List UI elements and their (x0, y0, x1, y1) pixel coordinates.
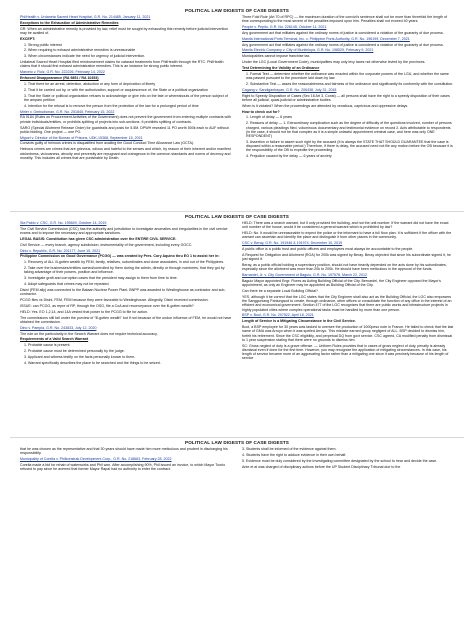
case-citation: Marcelo v. Ruiz, G.R. No. 222226, February 14, 2022 (20, 70, 105, 75)
paragraph: 2. That it be carried out by, or with the authorization, support or acquiescence of, the State or a political organization (24, 87, 208, 92)
section-heading: Test Determining the Validity of an Ordinance (242, 66, 320, 70)
paragraph: SC: Gross neglect of duty is a grave offense. — Uniform Rules provides that in cases of gross neglect of duty, penalty is already dismissal even if done for the first time. However, you may recognize the application of mitigating circumstances. In this case, his length of service became more of an aggravating factor rather than a mitigating one since it was precisely because of his length of service (242, 343, 449, 361)
paragraph: The Civil Service Commission (CSC) has the authority and jurisdiction to investigate anomalies and irregularities in the civil service exams and to impose the necessary and appropriate sanctions. (20, 226, 228, 236)
paragraph: LEGAL BASIS: Constitution has given CSC administration over the ENTIRE CIVIL SERVICE. (20, 236, 177, 241)
page-divider (10, 211, 464, 212)
paragraph: PCGG files vs Disini, FEM, FEM because they were favorable to Westinghouse. Allegedly, Disini received commission. (20, 298, 209, 303)
paragraph: Any government act that militates against the ordinary norms of justice is considered a violation of the guaranty of due process. (242, 30, 444, 35)
paragraph: A Request for Obligation and Allotment (ROA) for 200k was signed by Beray. Beray objected that since his subordinate signed it, he just signed it. (242, 252, 451, 262)
paragraph: Under the LGC (Local Government Code), municipalities may only levy taxes not otherwise levied by the provinces. (242, 60, 426, 65)
paragraph: 1. Formal Test — determine whether the ordinance was enacted within the corporate powers of the LGU, and whether the same was passed pursuant to the procedure laid down by law. (246, 71, 449, 81)
paragraph: Ante et al was charged of disciplinary actions before the UP Student Disciplinary Tribunal due to the (242, 464, 401, 469)
paragraph: Civil Service — every branch, agency subdivision, instrumentality of the government, including every GOCC. (20, 242, 193, 247)
paragraph: GR: When an administrative remedy is provided by law, relief must be sought by exhausting this remedy before judicial intervention may be availed of. (20, 26, 229, 35)
paragraph: Philippine Commission on Good Governance (PCGG) — was created by Pres. Cory Aquino thru EO 1 to assist her in: (20, 254, 220, 259)
paragraph: YES, although it be correct that the LGC states that the City Engineer shall also act as the Building Official, the LGC also empowers the Sangguniang Panlungsod to create, through ordinance, other offices or consolidate the function of any office in the interest of an efficient and economical government. Section 477 of the LGC recognizes that there are public works and infrastructure projects in highly populated cities where complex operational tasks must be handled by more than one person. (242, 294, 452, 312)
paragraph: Disini (FEM ally) was connected to the Bataan Nuclear Power Plant. BNPP was awarded to Westinghouse as contractor and sub-contractor. (20, 287, 226, 297)
paragraph: 3. Applicant and witness testify on the facts personally known to them. (24, 354, 136, 359)
paragraph: When is it violated? When the proceedings are attended by vexatious, capricious and oppressive delays. (242, 103, 409, 108)
paragraph: Unilateral Sacred Heart Hospital filed reimbursement claims for cataract treatments from PhilHealth through the RTC. PhilHealth claims that it should first exhaust administrative remedies. This is an instance for strong public interest. (20, 60, 224, 69)
page-title: POLITICAL LAW DIGESTS OF CASE DIGESTS (185, 8, 289, 13)
paragraph: 2. Probable cause must be determined personally by the judge. (24, 349, 125, 354)
section-heading: Exceptions to the Exhaustion of Administrative Remedies (20, 20, 119, 25)
paragraph: 3. Investigate graft and corruption cases that the president may assign to them from time to time. (24, 276, 178, 281)
paragraph: EXCEPT: (20, 36, 36, 41)
paragraph: Municipalities cannot impose franchise tax. (242, 54, 311, 59)
paragraph: 2. Take over the businesses/entities owned/controlled by them during the admin, directly or through nominees, that they got by taking advantage of their powers, position and influence. (24, 266, 225, 275)
paragraph: HELD: Yes. EO 1,2,14, and 14A vested that power to the PCGG to file for action. (20, 309, 149, 314)
paragraph: 2. When requiring to exhaust administrative remedies is unreasonable (24, 48, 136, 53)
case-citation: Mirler v. Ombudsman, G.R. No. 251845, February 15, 2022 (20, 109, 115, 114)
case-citation: People v. Pepito, G.R. No. 226145, October 11, 2021 (242, 25, 327, 30)
paragraph: RA 9184 (Rules on Procurement Activities of the Government) does not prevent the government from entering multiple contracts with private individuals/entities, or prohibits splitting of projects into sub-sections. It prohibits splitting of contracts. (20, 115, 231, 124)
paragraph: that he was chosen as the representative and that 30 years should have made him more meticulous and prudent in discharging his responsibility. (20, 447, 228, 456)
case-citation: Dinio v. Republic, G.R. No. 201177, June 15, 2021 (20, 248, 101, 253)
paragraph: Three Fold Rule (Art 70 of RPC) — the maximum duration of the convict's sentence shall not be more than threefold the length of time corresponding to the most severe of the penalties imposed upon him. Penalties shall not exceed 40 years. (242, 15, 448, 24)
paragraph: Baguio Mayor appointed Engr. Flores as Acting Building Official of the City. Bernardel, the City Engineer opposed the Mayor's appointment, as only an Engineer may be appointed as Building Official of the City. (242, 278, 441, 288)
paragraph: Length of Service is a Mitigating Circumstance in the Civil Service. (242, 319, 356, 324)
right-column (242, 447, 454, 473)
page-divider (10, 437, 464, 438)
paragraph: ISSUE: can PCGG, as repre of RP, through the OSG, file a CoA and reconveyance over the ill-gotten wealth? (20, 303, 194, 308)
paragraph: 3. Assertion or failure to assert such right by the accused (It is always the STATE THAT SHOULD GUARANTEE that the case is disposed within a reasonable period.) Therefore, if there is delay, the accused need not file any motion before the OB because it is the responsibility of the OB to expedite the proceeding. (246, 139, 453, 153)
paragraph: 1. Recovery of ALL ill-gotten wealth by FEM, family, relatives, subordinates and close associates, in and out of the Philippines. (24, 260, 225, 265)
paragraph: 3. When circumstances indicate the need for urgency of judicial intervention. (24, 54, 146, 59)
paragraph: The rule on the particularity in the Search Warrant does not require technical accuracy. (20, 331, 158, 336)
paragraph: The commissions still fall under the purview of "ill-gotten wealth" but if not because of the undue influence of FEM, he would not have obtained the commission. (20, 315, 232, 324)
paragraph: 4. Warrant specifically describes the place to be searched and the things to be seized. (24, 360, 161, 365)
paragraph: 4. Intention for the refusal is to remove the person from the protection of the law for a prolonged period of time (24, 103, 199, 108)
left-column (20, 221, 232, 367)
paragraph: HELD: There was a search warrant, but it only provided the building, and not the unit number. If the warrant did not have the exact unit number of the house, would it be considered a general warrant which is prohibited by law? (242, 221, 449, 230)
section-heading: Requirements of a Valid Search Warrant (20, 337, 89, 342)
paragraph: Bool, a BSP employee for 30 years was tasked to oversee the production of 1000peso note in France. He failed to check that the last name of GMA was Arroyo when it was spelled Arroyo. This mistake earned group negligent of ALL. BSP decided to dismiss him, forfeit his retirement. Since the CSC eligibility, and perpetual DQ from govt service. CSC agreed, CA modified penalty from dismissal to 1 year suspension stating that there were no grounds to dismiss him. (242, 325, 454, 342)
paragraph: 1. Strong public interest (24, 42, 62, 47)
case-citation: Barnardel, Jr. v. City Government of Baguio, G.R. No. 197578, March 22, 2012 (242, 273, 367, 278)
case-citation: Municipality of Corella v. Philkonstrak Development Corp., G.R. No. 218663, February 28, 2022 (20, 457, 172, 462)
paragraph: 1. That there be an arrest, detention, abduction or any form of deprivation of liberty (24, 81, 156, 86)
right-column (242, 15, 454, 162)
case-citation: Sta Pablo v. CSC, G.R. No. 195849, October 14, 2019 (20, 221, 107, 225)
paragraph: How to check out for? (242, 109, 280, 114)
paragraph: 3. Students shall be informed of the evidence against them. (242, 447, 337, 451)
paragraph: 4. Prejudice caused by the delay — 6 years of anxiety (246, 154, 332, 159)
case-citation: Manila International Ports Terminal, Inc. v. Philippine Ports Authority, G.R. No. 196199, December 7, 2021 (242, 36, 410, 41)
case-citation: PhilHealth v. Urdaneta Sacred Heart Hospital, G.R. No. 214485, January 11, 2021 (20, 15, 151, 19)
document-page-2 (20, 214, 454, 436)
paragraph: 4. Students have the right to adduce evidence in their own behalf. (242, 452, 347, 457)
document-page-1 (20, 8, 454, 210)
case-citation: Manila Electric Company v. City of Muntinlupa, G.R. No. 198529, February 9, 2021 (242, 48, 374, 53)
paragraph: A public office is a public trust and public officers and employees must always be accountable to the people. (242, 247, 414, 252)
paragraph: 1. Length of delay — 6 years (246, 115, 292, 120)
case-citation: Cagang v. Sandiganbayan, G.R. No. 206438, July 31, 2018 (242, 87, 337, 92)
paragraph: Heinous crimes are crimes that are grievous, odious and hateful to the senses and which, by reason of their inherent and/or manifest wickedness, viciousness, atrocity and perversity are repugnant and outrageous to the common standards and norms of decency and morality. This includes all crimes that are punishable by Death. (20, 147, 231, 160)
case-citation: CSC v. Beray, G.R. No. 191946 & 191974, December 10, 2019 (242, 241, 343, 246)
paragraph: HELD: No. It would be unreasonable to expect the police or the informant to have a full floor plan. It is sufficient if the officer with the warrant can ascertain and identify the place and distinguish it from other places in the community. (242, 231, 452, 240)
section-heading: Enforced Disappearance (RA 9851 / RA 10353) (20, 76, 99, 81)
document-page-3 (20, 440, 454, 630)
right-column (242, 221, 454, 367)
page-title: POLITICAL LAW DIGESTS OF CASE DIGESTS (185, 214, 289, 219)
case-citation: Miguel v. Director of the Bureau of Prisons, UDK-15368, September 15, 2021 (20, 135, 143, 140)
paragraph: 3. That the State or political organization refuses to acknowledge or give info on the fate or whereabouts of the person subject of the amparo petition (24, 93, 228, 102)
case-citation: BSP v. Bool, G.R. No. 207522, April 18, 2021 (242, 313, 314, 318)
paragraph: 2. Reasons of delay — 1. Extraordinary complication such as the degree of difficulty of the questions involved, number of persons charged, various pleadings filed, voluminous documentary and testimonial evidence on record 2. Acts attributable to respondents (in the case, it should not be that complex as it is a simple unlawful appointment criminal case, and here was only ONE RESPONDENT) (246, 121, 452, 138)
page-title: POLITICAL LAW DIGESTS OF CASE DIGESTS (185, 440, 289, 445)
paragraph: 4. Adopt safeguards that crimes may not be repeated. (24, 282, 110, 287)
paragraph: Corella made a bid for rehab of waterworks and Phil won. After accomplishing 90%, Phil issued an invoice, to which Mayor Toorio refused to pay since he averred that former Mayor Rapal had no authority to enter the contract. (20, 462, 226, 472)
paragraph: Any government act that militates against the ordinary norms of justice is considered a violation of the guaranty of due process. (242, 42, 444, 47)
paragraph: Right to Speedy Disposition of Cases (Sec 16 Art 3, Const) — all persons shall have the right to a speedy disposition of their cases before all judicial, quasi-judicial or administrative bodies. (242, 93, 450, 102)
case-citation: Dino v. Pampia, G.R. No. 243833, July 12, 2020 (20, 325, 97, 330)
left-column (20, 15, 232, 162)
paragraph: Beray, as a public official holding a supervisory position, should not have heavily depended on the acts done by his subordinates, especially since the allotment was more than 20k to 200k. He should have been meticulous in the approval of the funds. (242, 262, 447, 272)
paragraph: 5. Evidence must be duly considered by the investigating committee designated by the school to hear and decide the case. (242, 458, 438, 463)
left-column (20, 447, 232, 473)
paragraph: 2. Substantive Test — asses the reasonableness and fairness of the ordinance and significantly its conformity with the constitution. (246, 81, 454, 86)
paragraph: Convicts guilty of heinous crimes is disqualified from availing the Good Conduct Time Allowance Law (GCTA). (20, 141, 195, 146)
paragraph: Can there be a separate Local Building Official? (242, 289, 319, 293)
paragraph: SARO (Special Allotment Release Order) for guardrails and posts for 5.5M. DPWH resealed 11 PO worth 500k each to AUF without public bidding. One project — one PO. (20, 125, 229, 134)
paragraph: 1. Probable cause is present. (24, 343, 71, 348)
